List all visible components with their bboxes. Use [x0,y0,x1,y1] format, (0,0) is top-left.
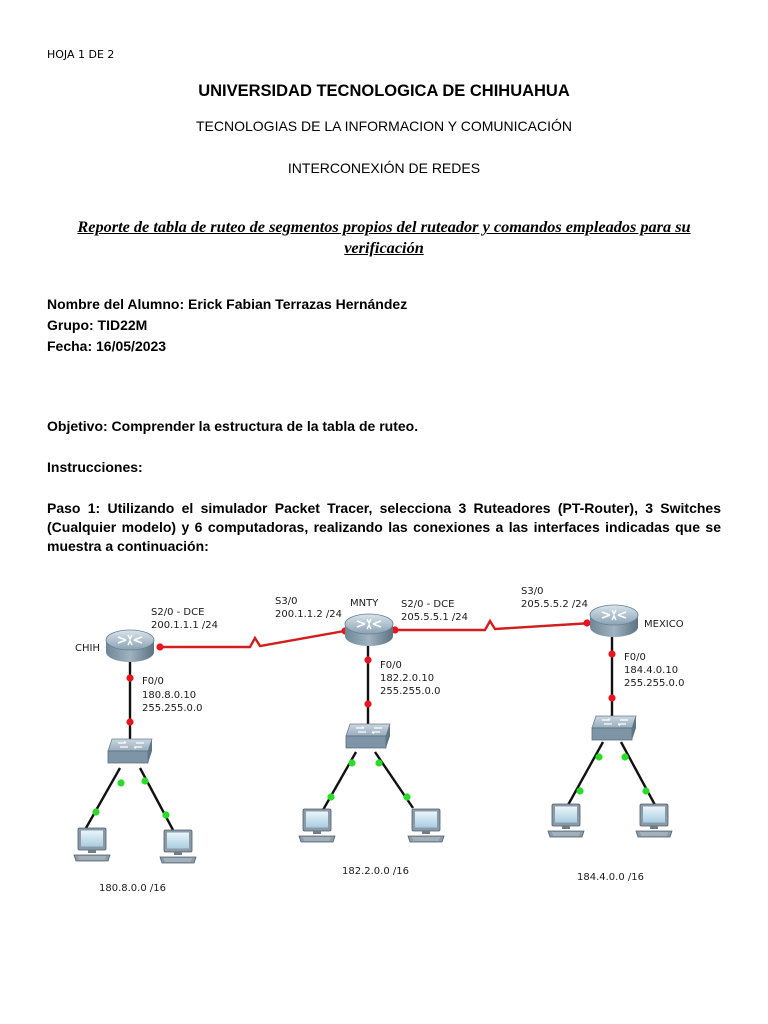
mexico-serial-ip: 205.5.5.2 /24 [521,599,588,610]
subject-title: INTERCONEXIÓN DE REDES [287,160,481,176]
step-1: Paso 1: Utilizando el simulador Packet Tracer, selecciona 3 Ruteadores (PT-Router), 3 Switches (Cualquier modelo) y 6 computadoras, realizando las conexiones a las interfaces indicadas que se muestra a continuación: [47,500,721,554]
serial-link-chih-mnty [157,630,350,647]
instructions-heading: Instrucciones: [47,459,143,475]
switch-mnty-icon [346,724,390,748]
mnty-lan-ip: 182.2.0.10 [380,673,435,684]
report-title-line2: verificación [344,238,424,257]
mnty-lan-interface: F0/0 [380,660,402,671]
mnty-s20-interface: S2/0 - DCE [401,599,455,610]
router-mnty-icon [345,614,393,646]
pc-mnty-2-icon [408,809,444,842]
router-chih-name: CHIH [75,643,100,654]
student-name: Nombre del Alumno: Erick Fabian Terrazas Hernández [47,296,408,312]
pc-chih-2-icon [160,830,196,863]
switch-chih-icon [108,739,152,763]
university-title: UNIVERSIDAD TECNOLOGICA DE CHIHUAHUA [198,82,570,100]
pc-mexico-2-icon [636,804,672,837]
router-mexico-icon [590,605,638,637]
mexico-serial-interface: S3/0 [521,586,544,597]
pc-mnty-1-icon [299,809,335,842]
router-chih-icon [106,630,154,662]
page-number: HOJA 1 DE 2 [47,48,115,61]
mexico-lan-ip: 184.4.0.10 [624,665,679,676]
mexico-lan-interface: F0/0 [624,652,646,663]
mnty-lan-mask: 255.255.0.0 [380,686,441,697]
chih-serial-ip: 200.1.1.1 /24 [151,620,218,631]
mnty-network: 182.2.0.0 /16 [342,866,409,877]
mexico-network: 184.4.0.0 /16 [577,872,644,883]
chih-lan-mask: 255.255.0.0 [142,703,203,714]
objective: Objetivo: Comprender la estructura de la tabla de ruteo. [47,418,419,434]
router-mnty-name: MNTY [350,598,379,609]
career-title: TECNOLOGIAS DE LA INFORMACION Y COMUNICACIÓN [196,118,572,134]
pc-chih-1-icon [74,828,110,861]
router-mexico-name: MEXICO [644,619,684,630]
student-group: Grupo: TID22M [47,317,148,333]
mnty-s20-ip: 205.5.5.1 /24 [401,612,468,623]
mnty-s30-ip: 200.1.1.2 /24 [275,609,342,620]
mexico-lan-mask: 255.255.0.0 [624,678,685,689]
chih-lan-interface: F0/0 [142,676,164,687]
switch-mexico-icon [592,716,636,740]
report-title [48,216,720,258]
chih-network: 180.8.0.0 /16 [99,883,166,894]
chih-serial-interface: S2/0 - DCE [151,607,205,618]
mnty-s30-interface: S3/0 [275,596,298,607]
network-topology-diagram [0,570,768,900]
report-title-line1: Reporte de tabla de ruteo de segmentos propios del ruteador y comandos empleados para su [77,217,691,236]
pc-mexico-1-icon [548,804,584,837]
chih-lan-ip: 180.8.0.10 [142,690,197,701]
report-date: Fecha: 16/05/2023 [47,338,167,354]
